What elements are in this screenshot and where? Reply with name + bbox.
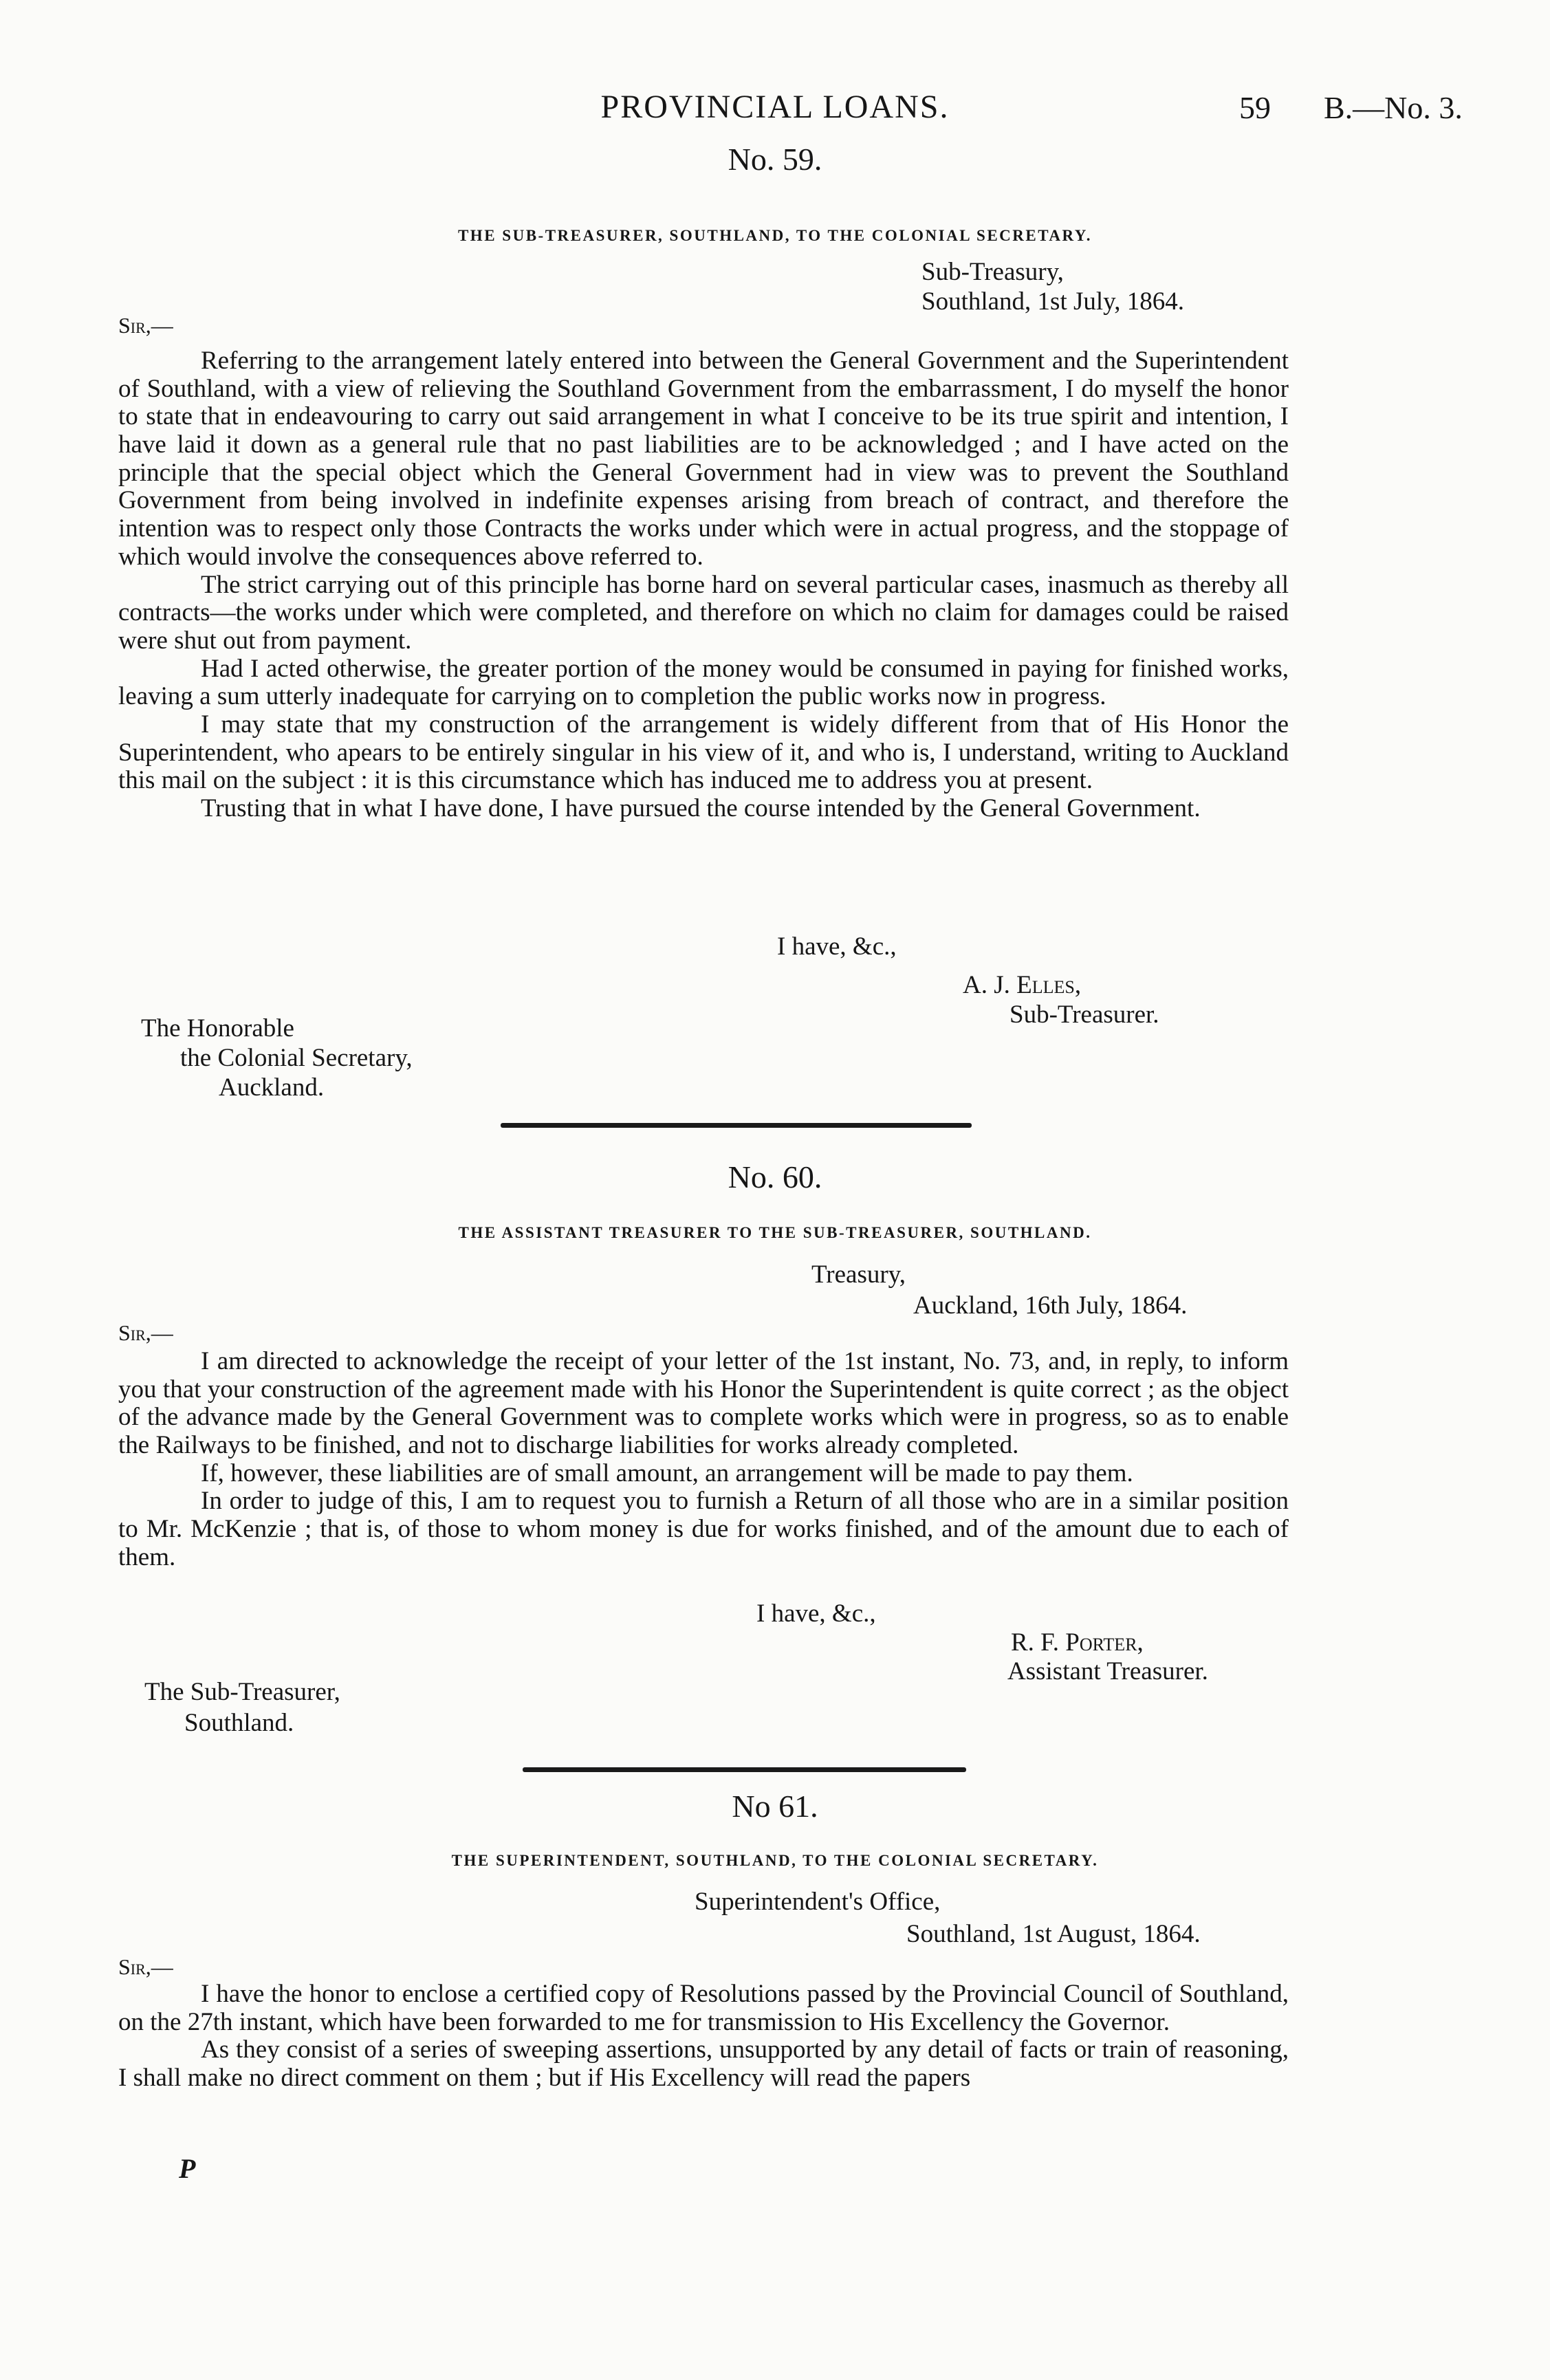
signature-mark: P [179,2153,196,2184]
letter-heading: THE ASSISTANT TREASURER TO THE SUB-TREASURER, SOUTHLAND. [458,1224,1092,1241]
signature-name: R. F. Porter, [1011,1628,1144,1657]
signature-title: Assistant Treasurer. [1007,1657,1208,1685]
letter-heading: THE SUPERINTENDENT, SOUTHLAND, TO THE COLONIAL SECRETARY. [451,1852,1099,1869]
addressee-line: the Colonial Secretary, [180,1044,413,1072]
signature-title: Sub-Treasurer. [1009,1001,1159,1029]
letter-paragraph: The strict carrying out of this principle has borne hard on several particular cases, inasmuch as thereby all contracts—the works under which were completed, and therefore on which no claim for damages could be raised were shut out from payment. [118,570,1289,655]
letter-place-date: Southland, 1st August, 1864. [906,1920,1201,1948]
letter-number: No 61. [732,1789,818,1824]
letter-office: Superintendent's Office, [695,1888,941,1916]
letter-number: No. 60. [728,1159,822,1194]
letter-salutation: Sir,— [118,313,173,338]
letter-place-date: Southland, 1st July, 1864. [921,287,1185,316]
letter-paragraph: I am directed to acknowledge the receipt of your letter of the 1st instant, No. 73, and, in reply, to inform you that your construction of the agreement made with his Honor the Superintendent is quite correct ; as the object of the advance made by the General Government was to complete works which were in progress, so as to enable the Railways to be finished, and not to discharge liabilities for works already completed. [118,1347,1289,1460]
letter-paragraph: In order to judge of this, I am to request you to furnish a Return of all those who are in a similar position to Mr. McKenzie ; that is, of those to whom money is due for works finished, and of the amount due to each of them. [118,1487,1289,1571]
addressee-line: The Honorable [141,1014,294,1042]
letter-closing: I have, &c., [756,1600,876,1628]
letter-paragraph: I may state that my construction of the arrangement is widely different from that of His Honor the Superintendent, who apears to be entirely singular in his view of it, and who is, I understand, writing to Auckland this mail on the subject : it is this circumstance which has induced me to address you at present. [118,710,1289,795]
letter-paragraph: I have the honor to enclose a certified copy of Resolutions passed by the Provincial Council of Southland, on the 27th instant, which have been forwarded to me for transmission to His Excellency the Governor. [118,1980,1289,2036]
addressee-line: Southland. [184,1709,294,1737]
letter-office: Treasury, [811,1260,906,1289]
letter-heading: THE SUB-TREASURER, SOUTHLAND, TO THE COLONIAL SECRETARY. [457,227,1093,244]
letter-body [118,1980,1289,2093]
section-divider [501,1123,972,1128]
letter-body [118,347,1289,823]
letter-salutation: Sir,— [118,1954,173,1979]
letter-paragraph: If, however, these liabilities are of small amount, an arrangement will be made to pay them. [201,1459,1133,1487]
letter-number: No. 59. [728,142,822,177]
signature-name: A. J. Elles, [963,971,1082,999]
letter-office: Sub-Treasury, [921,258,1064,286]
document-reference: B.—No. 3. [1324,90,1463,125]
letter-place-date: Auckland, 16th July, 1864. [913,1291,1188,1320]
letter-paragraph: As they consist of a series of sweeping assertions, unsupported by any detail of facts or train of reasoning, I shall make no direct comment on them ; but if His Excellency will read the papers [118,2035,1289,2093]
section-divider [523,1767,966,1772]
letter-paragraph: Had I acted otherwise, the greater portion of the money would be consumed in paying for finished works, leaving a sum utterly inadequate for carrying on to completion the public works now in progress. [118,654,1289,711]
letter-body [118,1348,1289,1572]
page-number: 59 [1239,90,1271,125]
letter-salutation: Sir,— [118,1320,173,1345]
addressee-line: Auckland. [219,1073,325,1102]
letter-closing: I have, &c., [777,932,897,961]
letter-paragraph: Trusting that in what I have done, I have pursued the course intended by the General Government. [201,794,1201,822]
letter-paragraph: Referring to the arrangement lately entered into between the General Government and the Superintendent of Southland, with a view of relieving the Southland Government from the embarrassment, I do myself the honor to state that in endeavouring to carry out said arrangement in what I conceive to be its true spirit and intention, I have laid it down as a general rule that no past liabilities are to be acknowledged ; and I have acted on the principle that the special object which the General Government had in view was to prevent the Southland Government from being involved in indefinite expenses arising from breach of contract, and therefore the intention was to respect only those Contracts the works under which were in actual progress, and the stoppage of which would involve the consequences above referred to. [118,347,1289,571]
running-title: PROVINCIAL LOANS. [600,89,950,125]
addressee-line: The Sub-Treasurer, [144,1678,340,1706]
